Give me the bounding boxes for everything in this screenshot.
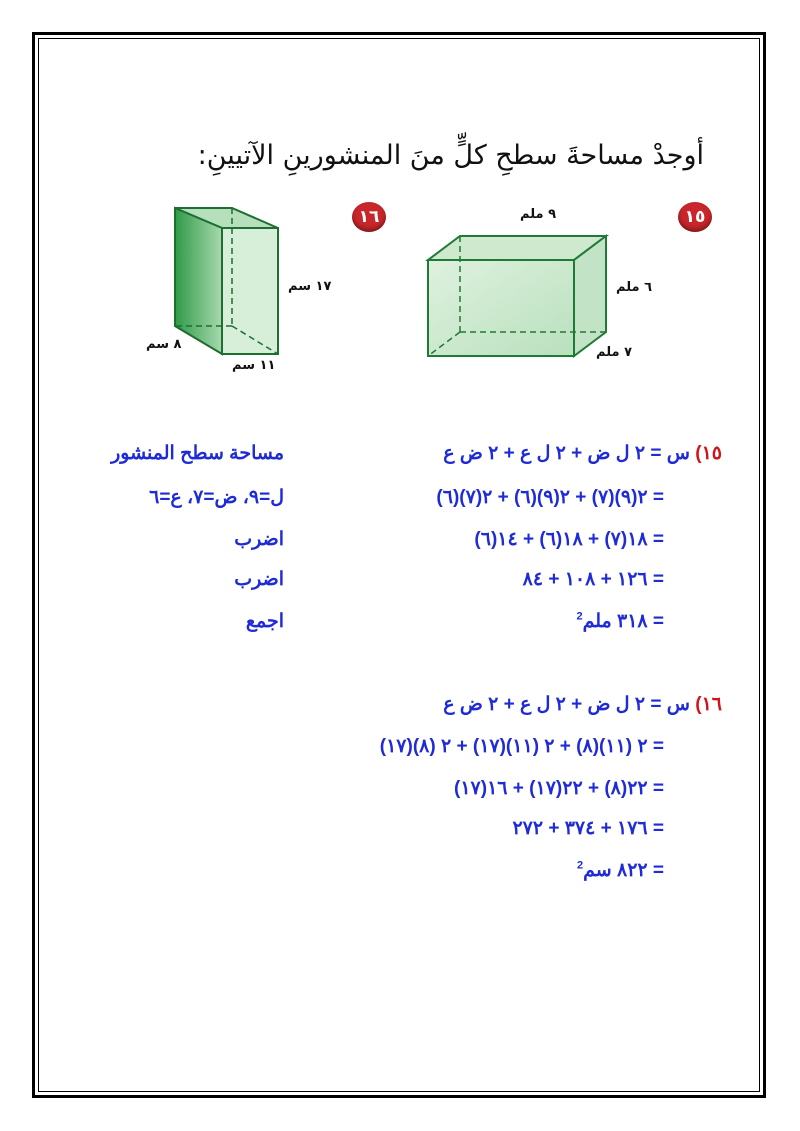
note-multiply-2: اضرب [234, 569, 284, 590]
note-values: ل=٩، ض=٧، ع=٦ [149, 487, 284, 508]
solution-16-result: = ٨٢٢ سم$^2$ [577, 859, 664, 881]
prism-15-figure [420, 228, 620, 368]
prism-16-width-dim: ١١ سم [232, 358, 276, 373]
solution-15-step-2: = ١٨(٧) + ١٨(٦) + ١٤(٦) [474, 529, 664, 550]
solution-16-formula: ١٦) س = ٢ ل ض + ٢ ل ع + ٢ ض ع [443, 694, 722, 715]
solution-16-step-3: = ١٧٦ + ٣٧٤ + ٢٧٢ [512, 818, 664, 839]
prism-15-right-dim: ٦ ملم [616, 280, 653, 295]
note-multiply-1: اضرب [234, 529, 284, 550]
prism-16-depth-dim: ٨ سم [146, 337, 182, 352]
page-border-inner [38, 38, 760, 1092]
solution-16-step-2: = ٢٢(٨) + ٢٢(١٧) + ١٦(١٧) [454, 778, 664, 799]
prism-16-figure [172, 204, 292, 364]
solution-15-formula: ١٥) س = ٢ ل ض + ٢ ل ع + ٢ ض ع [443, 443, 722, 464]
note-add: اجمع [245, 611, 284, 632]
problem-15-badge: ١٥ [678, 202, 712, 232]
prism-16-height-dim: ١٧ سم [288, 279, 332, 294]
exercise-instruction: أوجدْ مساحةَ سطحِ كلٍّ منَ المنشورينِ الآتيينِ: [197, 140, 704, 171]
solution-16-number: ١٦) [695, 694, 722, 715]
solution-15-number: ١٥) [695, 443, 722, 464]
prism-15-bottom-dim: ٧ ملم [596, 345, 633, 360]
note-surface-area: مساحة سطح المنشور [111, 443, 284, 464]
solution-15-step-1: = ٢(٩)(٧) + ٢(٩)(٦) + ٢(٧)(٦) [436, 487, 664, 508]
problem-16-badge: ١٦ [352, 202, 386, 232]
solution-15-result: = ٣١٨ ملم$^2$ [576, 610, 664, 632]
prism-15-top-dim: ٩ ملم [520, 207, 557, 222]
solution-16-step-1: = ٢ (١١)(٨) + ٢ (١١)(١٧) + ٢ (٨)(١٧) [379, 736, 664, 757]
solution-15-step-3: = ١٢٦ + ١٠٨ + ٨٤ [522, 569, 664, 590]
